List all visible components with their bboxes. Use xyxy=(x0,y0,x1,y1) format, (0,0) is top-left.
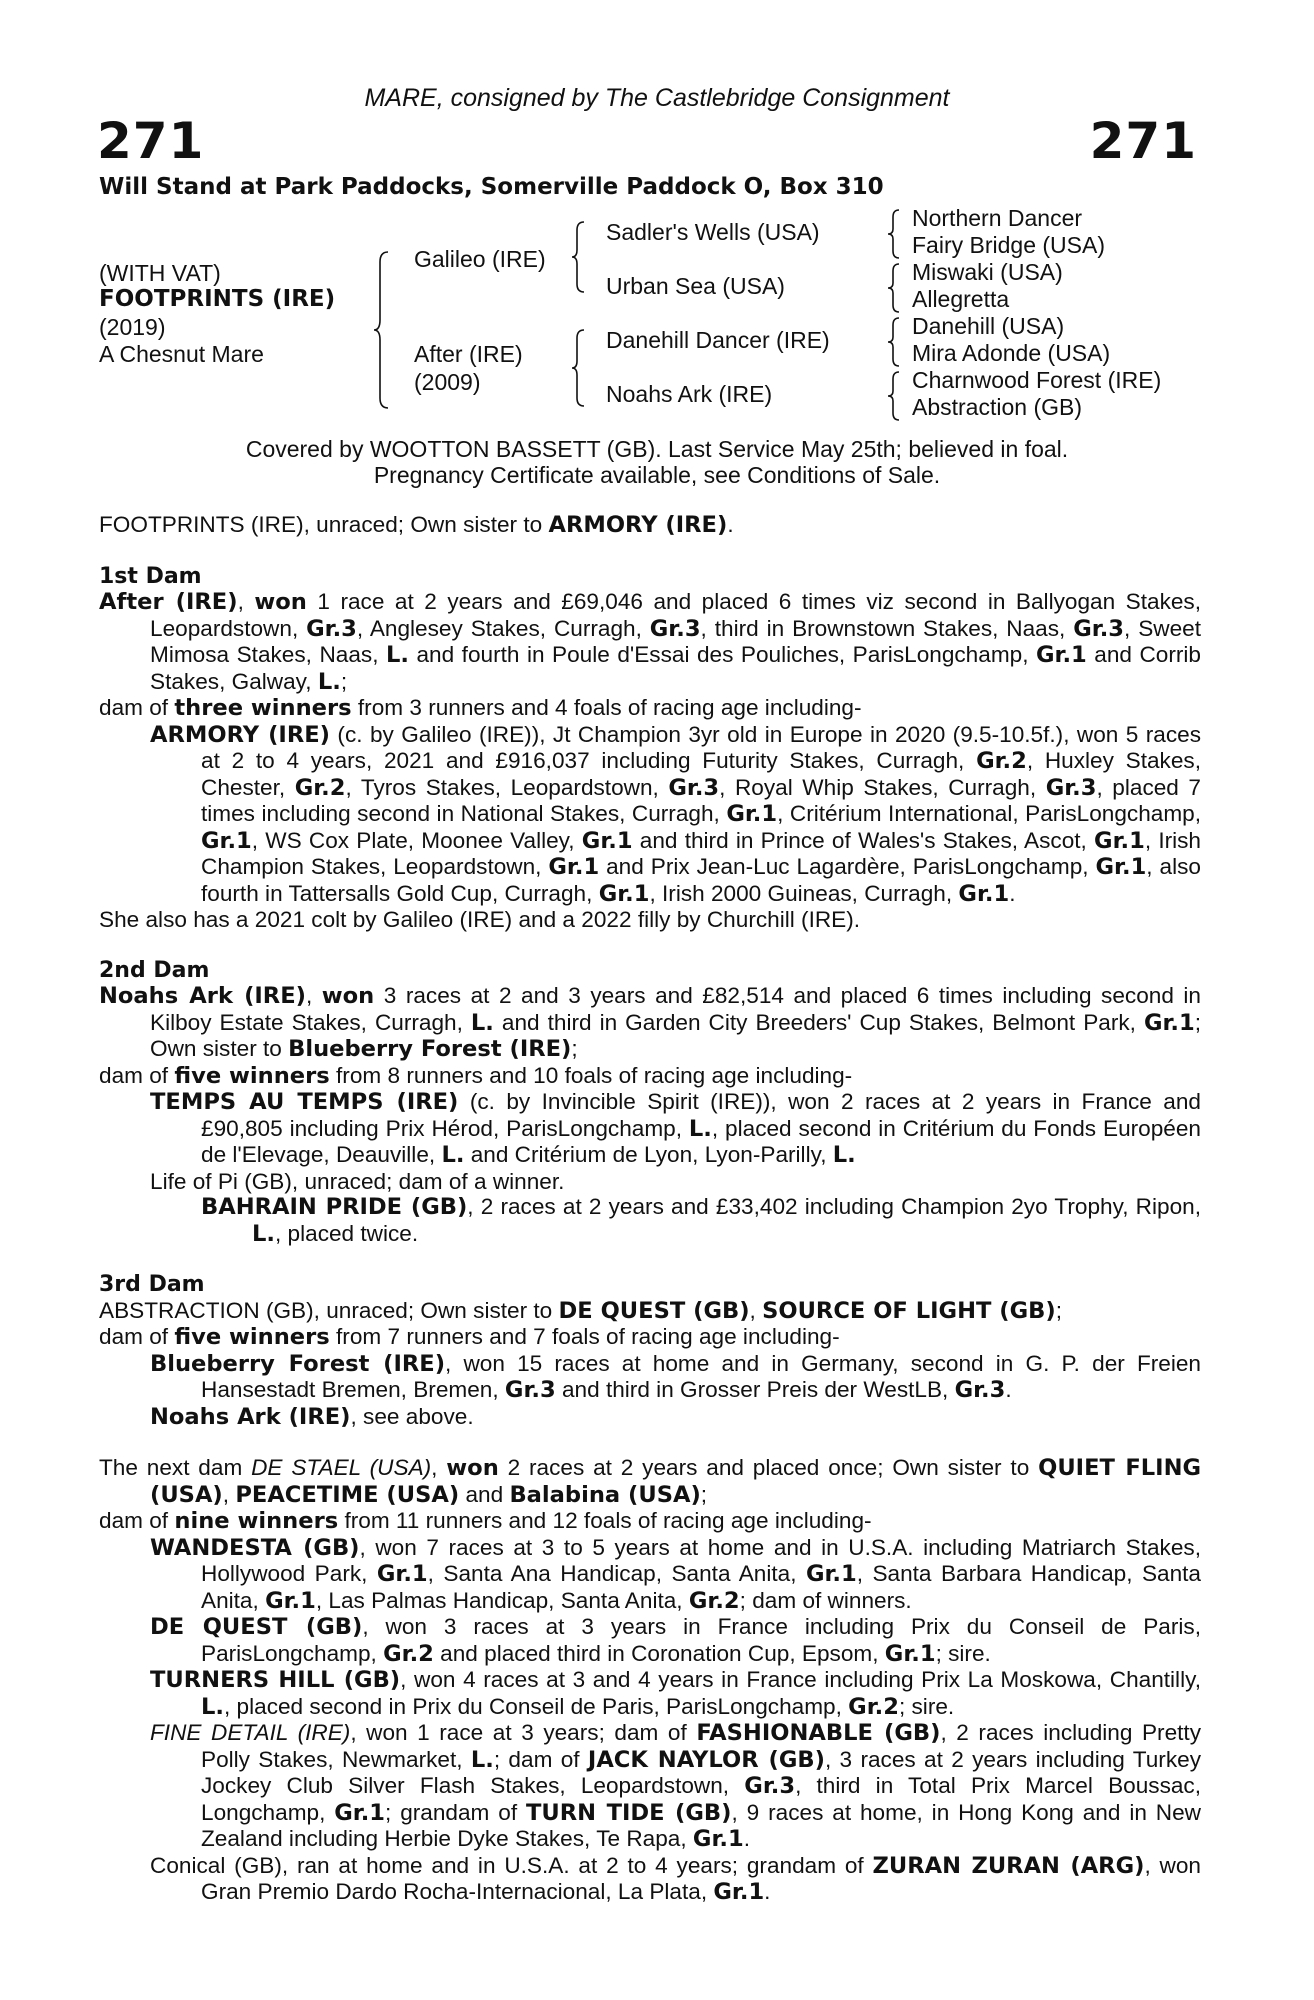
bold-text-run: Gr.3 xyxy=(1045,774,1097,801)
bold-text-run: Gr.2 xyxy=(383,1640,434,1667)
pedigree-brace-g3-1 xyxy=(888,209,904,259)
bold-text-run: Gr.1 xyxy=(1095,854,1147,880)
bold-text-run: Gr.1 xyxy=(581,827,633,854)
text-run: ; sire. xyxy=(935,1640,991,1666)
dam1-produce-summary xyxy=(99,695,1201,722)
bold-text-run: L. xyxy=(252,1220,275,1247)
text-run: . xyxy=(1009,880,1016,906)
bold-text-run: Gr.1 xyxy=(265,1587,316,1614)
text-run: 1 race at 2 years and £69,046 and placed 6 times viz second in Ballyogan Stakes, Leopardstown, xyxy=(150,589,1202,641)
covered-line-1: Covered by WOOTTON BASSETT (GB). Last Service May 25th; believed in foal. xyxy=(245,436,1069,462)
dam3-record xyxy=(99,1298,1201,1325)
bold-text-run: Gr.1 xyxy=(692,1826,744,1852)
bold-text-run: PEACETIME (USA) xyxy=(235,1481,460,1508)
bold-text-run: FASHIONABLE (GB) xyxy=(696,1720,941,1746)
text-run: , also fourth in Tattersalls Gold Cup, Curragh, xyxy=(201,854,1201,906)
dam1-progeny-armory xyxy=(150,722,1201,908)
text-run: , third in Brownstown Stakes, Naas, xyxy=(700,615,1074,641)
pedigree-dam-year: (2009) xyxy=(414,369,481,395)
dam1-heading: 1st Dam xyxy=(99,563,202,589)
text-run: , Santa Barbara Handicap, Santa Anita, xyxy=(201,1561,1201,1613)
pedigree-brace-dam xyxy=(572,328,590,408)
text-run: , won 15 races at home and in Germany, second in G. P. der Freien Hansestadt Bremen, Bremen, xyxy=(201,1350,1201,1402)
bold-text-run: Gr.3 xyxy=(668,774,720,801)
text-run: and placed third in Coronation Cup, Epsom, xyxy=(433,1640,885,1666)
text-run: , 9 races at home, in Hong Kong and in New Zealand including Herbie Dyke Stakes, Te Rapa, xyxy=(201,1799,1201,1851)
dam3-progeny-noahs-ark xyxy=(150,1404,1201,1431)
text-run: ; sire. xyxy=(898,1693,955,1719)
bold-text-run: Gr.1 xyxy=(1143,1009,1195,1036)
bold-text-run: TURNERS HILL (GB) xyxy=(150,1667,401,1693)
text-run: She also has a 2021 colt by Galileo (IRE) and a 2022 filly by Churchill (IRE). xyxy=(99,907,861,932)
bold-text-run: Gr.2 xyxy=(848,1693,899,1720)
dam1-also-has xyxy=(99,907,1201,933)
text-run: 2 races at 2 years and placed once; Own sister to xyxy=(498,1455,1039,1480)
bold-text-run: WANDESTA (GB) xyxy=(150,1534,360,1561)
text-run: , placed second in Critérium du Fonds Européen de l'Elevage, Deauville, xyxy=(201,1115,1201,1167)
text-run: , WS Cox Plate, Moonee Valley, xyxy=(251,827,582,853)
pedigree-gen2-2: Urban Sea (USA) xyxy=(606,273,785,299)
text-run: , 3 races at 2 years including Turkey Jockey Club Silver Flash Stakes, Leopardstown, xyxy=(201,1746,1201,1798)
text-run: , won Gran Premio Dardo Rocha-Internacional, La Plata, xyxy=(201,1852,1201,1904)
text-run: and xyxy=(459,1481,510,1507)
bold-text-run: Gr.3 xyxy=(504,1377,556,1403)
pedigree-gen3-8: Abstraction (GB) xyxy=(912,394,1082,420)
bold-text-run: Gr.2 xyxy=(976,748,1027,774)
bold-text-run: Gr.1 xyxy=(334,1799,386,1826)
text-run: , won 7 races at 3 to 5 years at home and in U.S.A. including Matriarch Stakes, Hollywood Park, xyxy=(201,1534,1201,1586)
vat-note: (WITH VAT) xyxy=(99,260,221,286)
text-run: , placed twice. xyxy=(274,1220,419,1246)
pedigree-gen3-5: Danehill (USA) xyxy=(912,313,1065,339)
pedigree-gen3-3: Miswaki (USA) xyxy=(912,259,1063,285)
text-run: and fourth in Poule d'Essai des Pouliches, ParisLongchamp, xyxy=(408,642,1036,667)
text-run: dam of xyxy=(99,1324,175,1349)
bold-text-run: Gr.1 xyxy=(1035,642,1087,668)
text-run: and Critérium de Lyon, Lyon-Parilly, xyxy=(464,1142,833,1167)
text-run: from 7 runners and 7 foals of racing age including- xyxy=(329,1324,840,1349)
bold-text-run: L. xyxy=(385,642,409,668)
standing-location: Will Stand at Park Paddocks, Somerville Paddock O, Box 310 xyxy=(99,174,884,200)
bold-text-run: three winners xyxy=(174,695,352,721)
bold-text-run: ARMORY (IRE) xyxy=(150,721,330,748)
text-run: , Huxley Stakes, Chester, xyxy=(201,748,1201,800)
bold-text-run: L. xyxy=(470,1009,494,1036)
pedigree-brace-sire xyxy=(572,220,590,295)
text-run: from 8 runners and 10 foals of racing age including- xyxy=(329,1062,853,1088)
text-run: and Corrib Stakes, Galway, xyxy=(150,642,1201,694)
text-run: , xyxy=(431,1455,447,1480)
bold-text-run: Gr.1 xyxy=(1094,827,1145,854)
bold-text-run: Gr.1 xyxy=(884,1640,936,1667)
bold-text-run: TEMPS AU TEMPS (IRE) xyxy=(150,1089,459,1115)
bold-text-run: JACK NAYLOR (GB) xyxy=(587,1746,825,1773)
text-run: dam of xyxy=(99,695,175,720)
bold-text-run: Gr.2 xyxy=(688,1587,740,1614)
text-run: , xyxy=(237,589,255,614)
text-run: , xyxy=(305,983,322,1008)
bold-text-run: BAHRAIN PRIDE (GB) xyxy=(201,1194,468,1220)
pedigree-gen3-6: Mira Adonde (USA) xyxy=(912,340,1111,366)
bold-text-run: won xyxy=(321,983,375,1009)
text-run: , Irish Champion Stakes, Leopardstown, xyxy=(201,827,1202,879)
bold-text-run: ZURAN ZURAN (ARG) xyxy=(872,1852,1145,1879)
bold-text-run: Gr.1 xyxy=(805,1561,857,1587)
text-run: , placed second in Prix du Conseil de Paris, ParisLongchamp, xyxy=(223,1693,849,1719)
pedigree-brace-g3-2 xyxy=(888,263,904,313)
text-run: FINE DETAIL (IRE) xyxy=(150,1720,351,1745)
text-run: Conical (GB), ran at home and in U.S.A. at 2 to 4 years; grandam of xyxy=(150,1852,873,1878)
bold-text-run: Gr.3 xyxy=(744,1773,796,1799)
pedigree-gen2-4: Noahs Ark (IRE) xyxy=(606,381,773,407)
text-run: , Irish 2000 Guineas, Curragh, xyxy=(649,880,959,906)
dam2-progeny-temps-au-temps xyxy=(150,1089,1201,1169)
horse-year: (2019) xyxy=(99,314,166,340)
next-dam-progeny-fine-detail xyxy=(150,1720,1201,1853)
text-run: and third in Prince of Wales's Stakes, Ascot, xyxy=(632,827,1095,853)
dam3-progeny-blueberry-forest xyxy=(150,1351,1201,1404)
bold-text-run: Gr.3 xyxy=(306,615,357,642)
text-run: . xyxy=(764,1879,771,1904)
bold-text-run: Gr.1 xyxy=(201,827,252,854)
next-dam-progeny-conical xyxy=(150,1853,1201,1906)
text-run: and third in Garden City Breeders' Cup Stakes, Belmont Park, xyxy=(493,1009,1144,1035)
horse-name: FOOTPRINTS (IRE) xyxy=(99,286,336,312)
bold-text-run: L. xyxy=(832,1142,856,1168)
text-run: , won 1 race at 3 years; dam of xyxy=(350,1720,697,1745)
bold-text-run: Gr.3 xyxy=(954,1377,1006,1403)
bold-text-run: L. xyxy=(317,668,341,695)
bold-text-run: Gr.1 xyxy=(376,1561,428,1587)
text-run: 3 races at 2 and 3 years and £82,514 and placed 6 times including second in Kilboy Estate Stakes, Curragh, xyxy=(150,983,1201,1035)
text-run: and Prix Jean-Luc Lagardère, ParisLongchamp, xyxy=(599,854,1096,879)
dam2-produce-summary xyxy=(99,1063,1201,1090)
bold-text-run: L. xyxy=(441,1142,465,1168)
text-run: ; xyxy=(1055,1297,1062,1323)
dam2-grandprogeny-bahrain-pride xyxy=(201,1194,1201,1247)
text-run: , Royal Whip Stakes, Curragh, xyxy=(719,774,1046,800)
bold-text-run: Balabina (USA) xyxy=(509,1481,701,1508)
text-run: , xyxy=(749,1297,763,1323)
bold-text-run: TURN TIDE (GB) xyxy=(526,1799,732,1826)
next-dam-progeny-turners-hill xyxy=(150,1667,1201,1720)
bold-text-run: won xyxy=(446,1455,499,1481)
text-run: , Anglesey Stakes, Curragh, xyxy=(356,615,650,641)
pedigree-gen2-3: Danehill Dancer (IRE) xyxy=(606,327,830,353)
text-run: , won 3 races at 3 years in France including Prix du Conseil de Paris, ParisLongchamp, xyxy=(201,1614,1201,1666)
lot-number-right: 271 xyxy=(1089,112,1197,170)
pedigree-brace-gen1 xyxy=(374,250,394,410)
text-run: , Critérium International, ParisLongchamp, xyxy=(777,801,1202,826)
pedigree-gen3-1: Northern Dancer xyxy=(912,205,1083,231)
catalogue-body xyxy=(99,512,1201,1906)
text-run: ; grandam of xyxy=(385,1799,527,1825)
bold-text-run: DE QUEST (GB) xyxy=(150,1614,363,1640)
text-run: , see above. xyxy=(350,1403,474,1429)
bold-text-run: Gr.3 xyxy=(1073,615,1125,642)
text-run: (c. by Invincible Spirit (IRE)), won 2 races at 2 years in France and £90,805 including Prix Hérod, ParisLongchamp, xyxy=(201,1089,1201,1141)
text-run: , 2 races at 2 years and £33,402 including Champion 2yo Trophy, Ripon, xyxy=(467,1194,1201,1219)
bold-text-run: Gr.2 xyxy=(294,774,346,801)
dam2-heading: 2nd Dam xyxy=(99,957,210,983)
text-run: from 3 runners and 4 foals of racing age including- xyxy=(351,695,862,720)
bold-text-run: Gr.1 xyxy=(548,854,600,880)
pedigree-gen3-2: Fairy Bridge (USA) xyxy=(912,232,1105,258)
text-run: , 2 races including Pretty Polly Stakes, Newmarket, xyxy=(201,1720,1201,1772)
pedigree-gen3-7: Charnwood Forest (IRE) xyxy=(912,367,1162,393)
text-run: , xyxy=(222,1481,236,1507)
intro-line: FOOTPRINTS (IRE), unraced; Own sister to ARMORY (IRE). xyxy=(99,512,734,538)
lot-number-left: 271 xyxy=(97,112,205,170)
text-run: DE STAEL (USA) xyxy=(251,1455,432,1480)
bold-text-run: Gr.1 xyxy=(598,880,650,907)
bold-text-run: won xyxy=(254,589,307,615)
text-run: ; Own sister to xyxy=(150,1009,1202,1061)
bold-text-run: L. xyxy=(688,1115,712,1142)
text-run: , Las Palmas Handicap, Santa Anita, xyxy=(315,1587,689,1613)
horse-description: A Chesnut Mare xyxy=(99,341,264,367)
text-run: and third in Grosser Preis der WestLB, xyxy=(555,1377,955,1402)
bold-text-run: Blueberry Forest (IRE) xyxy=(150,1350,446,1377)
bold-text-run: Noahs Ark (IRE) xyxy=(99,983,306,1009)
bold-text-run: QUIET FLING (USA) xyxy=(150,1455,1202,1508)
covered-line-2: Pregnancy Certificate available, see Conditions of Sale. xyxy=(373,462,941,488)
dam3-heading: 3rd Dam xyxy=(99,1272,205,1297)
pedigree-dam: After (IRE) xyxy=(414,341,523,367)
pedigree-brace-g3-4 xyxy=(888,371,904,421)
text-run: ; dam of winners. xyxy=(739,1587,912,1613)
next-dam-record xyxy=(99,1455,1201,1508)
text-run: from 11 runners and 12 foals of racing age including- xyxy=(338,1508,872,1533)
next-dam-produce-summary xyxy=(99,1508,1201,1535)
next-dam-progeny-wandesta xyxy=(150,1535,1201,1615)
next-dam-progeny-de-quest xyxy=(150,1614,1201,1667)
text-run: , Sweet Mimosa Stakes, Naas, xyxy=(150,615,1201,667)
dam2-record xyxy=(99,983,1201,1063)
text-run: Life of Pi (GB), unraced; dam of a winner. xyxy=(150,1168,565,1194)
bold-text-run: Gr.1 xyxy=(713,1879,765,1905)
text-run: (c. by Galileo (IRE)), Jt Champion 3yr old in Europe in 2020 (9.5-10.5f.), won 5 races at 2 to 4 years, 2021 and £916,037 including Futurity Stakes, Curragh, xyxy=(201,721,1201,773)
bold-text-run: Gr.3 xyxy=(649,615,701,642)
text-run: ABSTRACTION (GB), unraced; Own sister to xyxy=(99,1297,559,1323)
pedigree-sire: Galileo (IRE) xyxy=(414,246,546,272)
text-run: ; xyxy=(340,668,348,694)
text-run: dam of xyxy=(99,1508,175,1533)
bold-text-run: L. xyxy=(470,1746,494,1773)
bold-text-run: L. xyxy=(201,1693,224,1720)
bold-text-run: Gr.1 xyxy=(726,801,778,827)
bold-text-run: Noahs Ark (IRE) xyxy=(150,1403,351,1430)
bold-text-run: nine winners xyxy=(174,1508,339,1534)
pedigree-gen2-1: Sadler's Wells (USA) xyxy=(606,219,820,245)
text-run: . xyxy=(1005,1377,1012,1402)
dam3-produce-summary xyxy=(99,1324,1201,1351)
bold-text-run: five winners xyxy=(174,1324,330,1350)
bold-text-run: DE QUEST (GB) xyxy=(558,1297,750,1324)
text-run: , placed 7 times including second in National Stakes, Curragh, xyxy=(201,774,1201,826)
pedigree-brace-g3-3 xyxy=(888,317,904,367)
text-run: The next dam xyxy=(99,1455,252,1480)
text-run: , Tyros Stakes, Leopardstown, xyxy=(345,774,669,800)
text-run: ; xyxy=(571,1036,578,1061)
text-run: dam of xyxy=(99,1062,175,1088)
bold-text-run: SOURCE OF LIGHT (GB) xyxy=(762,1297,1056,1324)
dam1-record xyxy=(99,589,1201,695)
text-run: . xyxy=(743,1826,750,1851)
bold-text-run: Gr.1 xyxy=(958,880,1010,907)
bold-text-run: five winners xyxy=(174,1062,330,1089)
text-run: , third in Total Prix Marcel Boussac, Longchamp, xyxy=(201,1773,1202,1825)
bold-text-run: Blueberry Forest (IRE) xyxy=(288,1036,572,1062)
text-run: ; xyxy=(700,1481,708,1507)
bold-text-run: After (IRE) xyxy=(99,589,238,615)
pedigree-gen3-4: Allegretta xyxy=(912,286,1010,312)
text-run: ; dam of xyxy=(493,1746,588,1772)
dam2-progeny-life-of-pi xyxy=(150,1169,1201,1195)
consignor-line: MARE, consigned by The Castlebridge Consignment xyxy=(364,84,950,112)
text-run: , won 4 races at 3 and 4 years in France including Prix La Moskowa, Chantilly, xyxy=(400,1667,1201,1692)
text-run: , Santa Ana Handicap, Santa Anita, xyxy=(427,1561,806,1586)
